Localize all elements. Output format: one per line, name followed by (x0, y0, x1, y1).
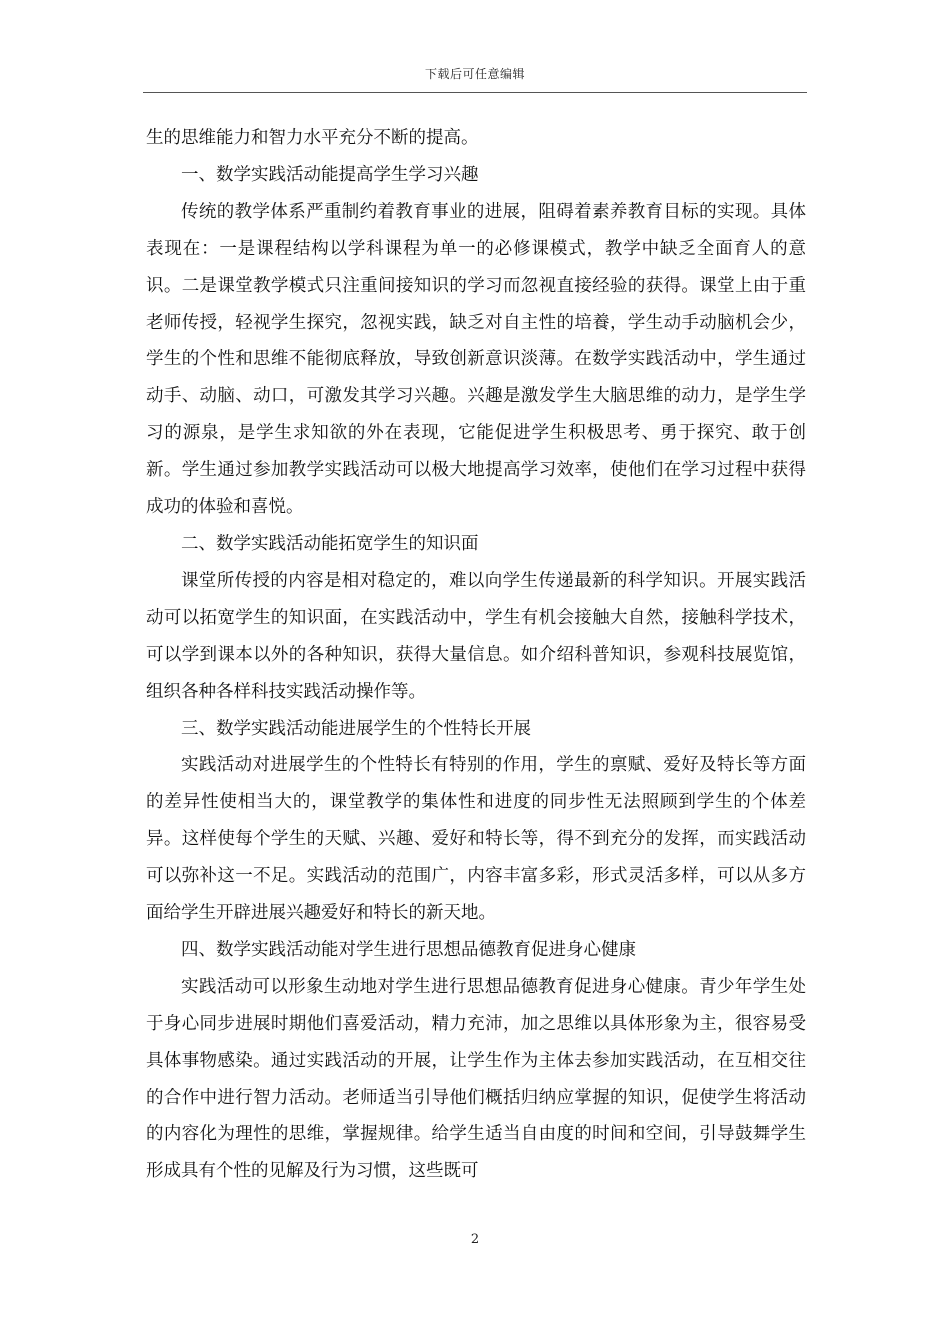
page-number: 2 (470, 1232, 480, 1247)
paragraph-body-2: 课堂所传授的内容是相对稳定的，难以向学生传递最新的科学知识。开展实践活动可以拓宽学生的知识面，在实践活动中，学生有机会接触大自然，接触科学技术，可以学到课本以外的各种知识，获得大量信息。如介绍科普知识，参观科技展览馆，组织各种各样科技实践活动操作等。 (146, 570, 806, 702)
section-heading-3: 三、数学实践活动能进展学生的个性特长开展 (181, 718, 531, 739)
section-heading-4: 四、数学实践活动能对学生进行思想品德教育促进身心健康 (181, 939, 636, 960)
section-heading-1: 一、数学实践活动能提高学生学习兴趣 (181, 164, 479, 185)
paragraph-body-3: 实践活动对进展学生的个性特长有特别的作用，学生的禀赋、爱好及特长等方面的差异性使相当大的，课堂教学的集体性和进度的同步性无法照顾到学生的个体差异。这样使每个学生的天赋、兴趣、爱好和特长等，得不到充分的发挥，而实践活动可以弥补这一不足。实践活动的范围广，内容丰富多彩，形式灵活多样，可以从多方面给学生开辟进展兴趣爱好和特长的新天地。 (146, 755, 806, 924)
header-divider (143, 92, 807, 93)
paragraph-body-4: 实践活动可以形象生动地对学生进行思想品德教育促进身心健康。青少年学生处于身心同步进展时期他们喜爱活动，精力充沛，加之思维以具体形象为主，很容易受具体事物感染。通过实践活动的开展，让学生作为主体去参加实践活动，在互相交往的合作中进行智力活动。老师适当引导他们概括归纳应掌握的知识，促使学生将活动的内容化为理性的思维，掌握规律。给学生适当自由度的时间和空间，引导鼓舞学生形成具有个性的见解及行为习惯，这些既可 (146, 976, 806, 1182)
document-body (146, 120, 806, 1190)
paragraph-continuation: 生的思维能力和智力水平充分不断的提高。 (146, 128, 479, 148)
paragraph-body-1: 传统的教学体系严重制约着教育事业的进展，阻碍着素养教育目标的实现。具体表现在：一是课程结构以学科课程为单一的必修课模式，教学中缺乏全面育人的意识。二是课堂教学模式只注重间接知识的学习而忽视直接经验的获得。课堂上由于重老师传授，轻视学生探究，忽视实践，缺乏对自主性的培養，学生动手动脑机会少，学生的个性和思维不能彻底释放，导致创新意识淡薄。在数学实践活动中，学生通过动手、动脑、动口，可激发其学习兴趣。兴趣是激发学生大脑思维的动力，是学生学习的源泉，是学生求知欲的外在表现，它能促进学生积极思考、勇于探究、敢于创新。学生通过参加教学实践活动可以极大地提高学习效率，使他们在学习过程中获得成功的体验和喜悦。 (146, 201, 806, 518)
page-header: 下载后可任意编辑 (424, 67, 525, 81)
section-heading-2: 二、数学实践活动能拓宽学生的知识面 (181, 533, 479, 554)
